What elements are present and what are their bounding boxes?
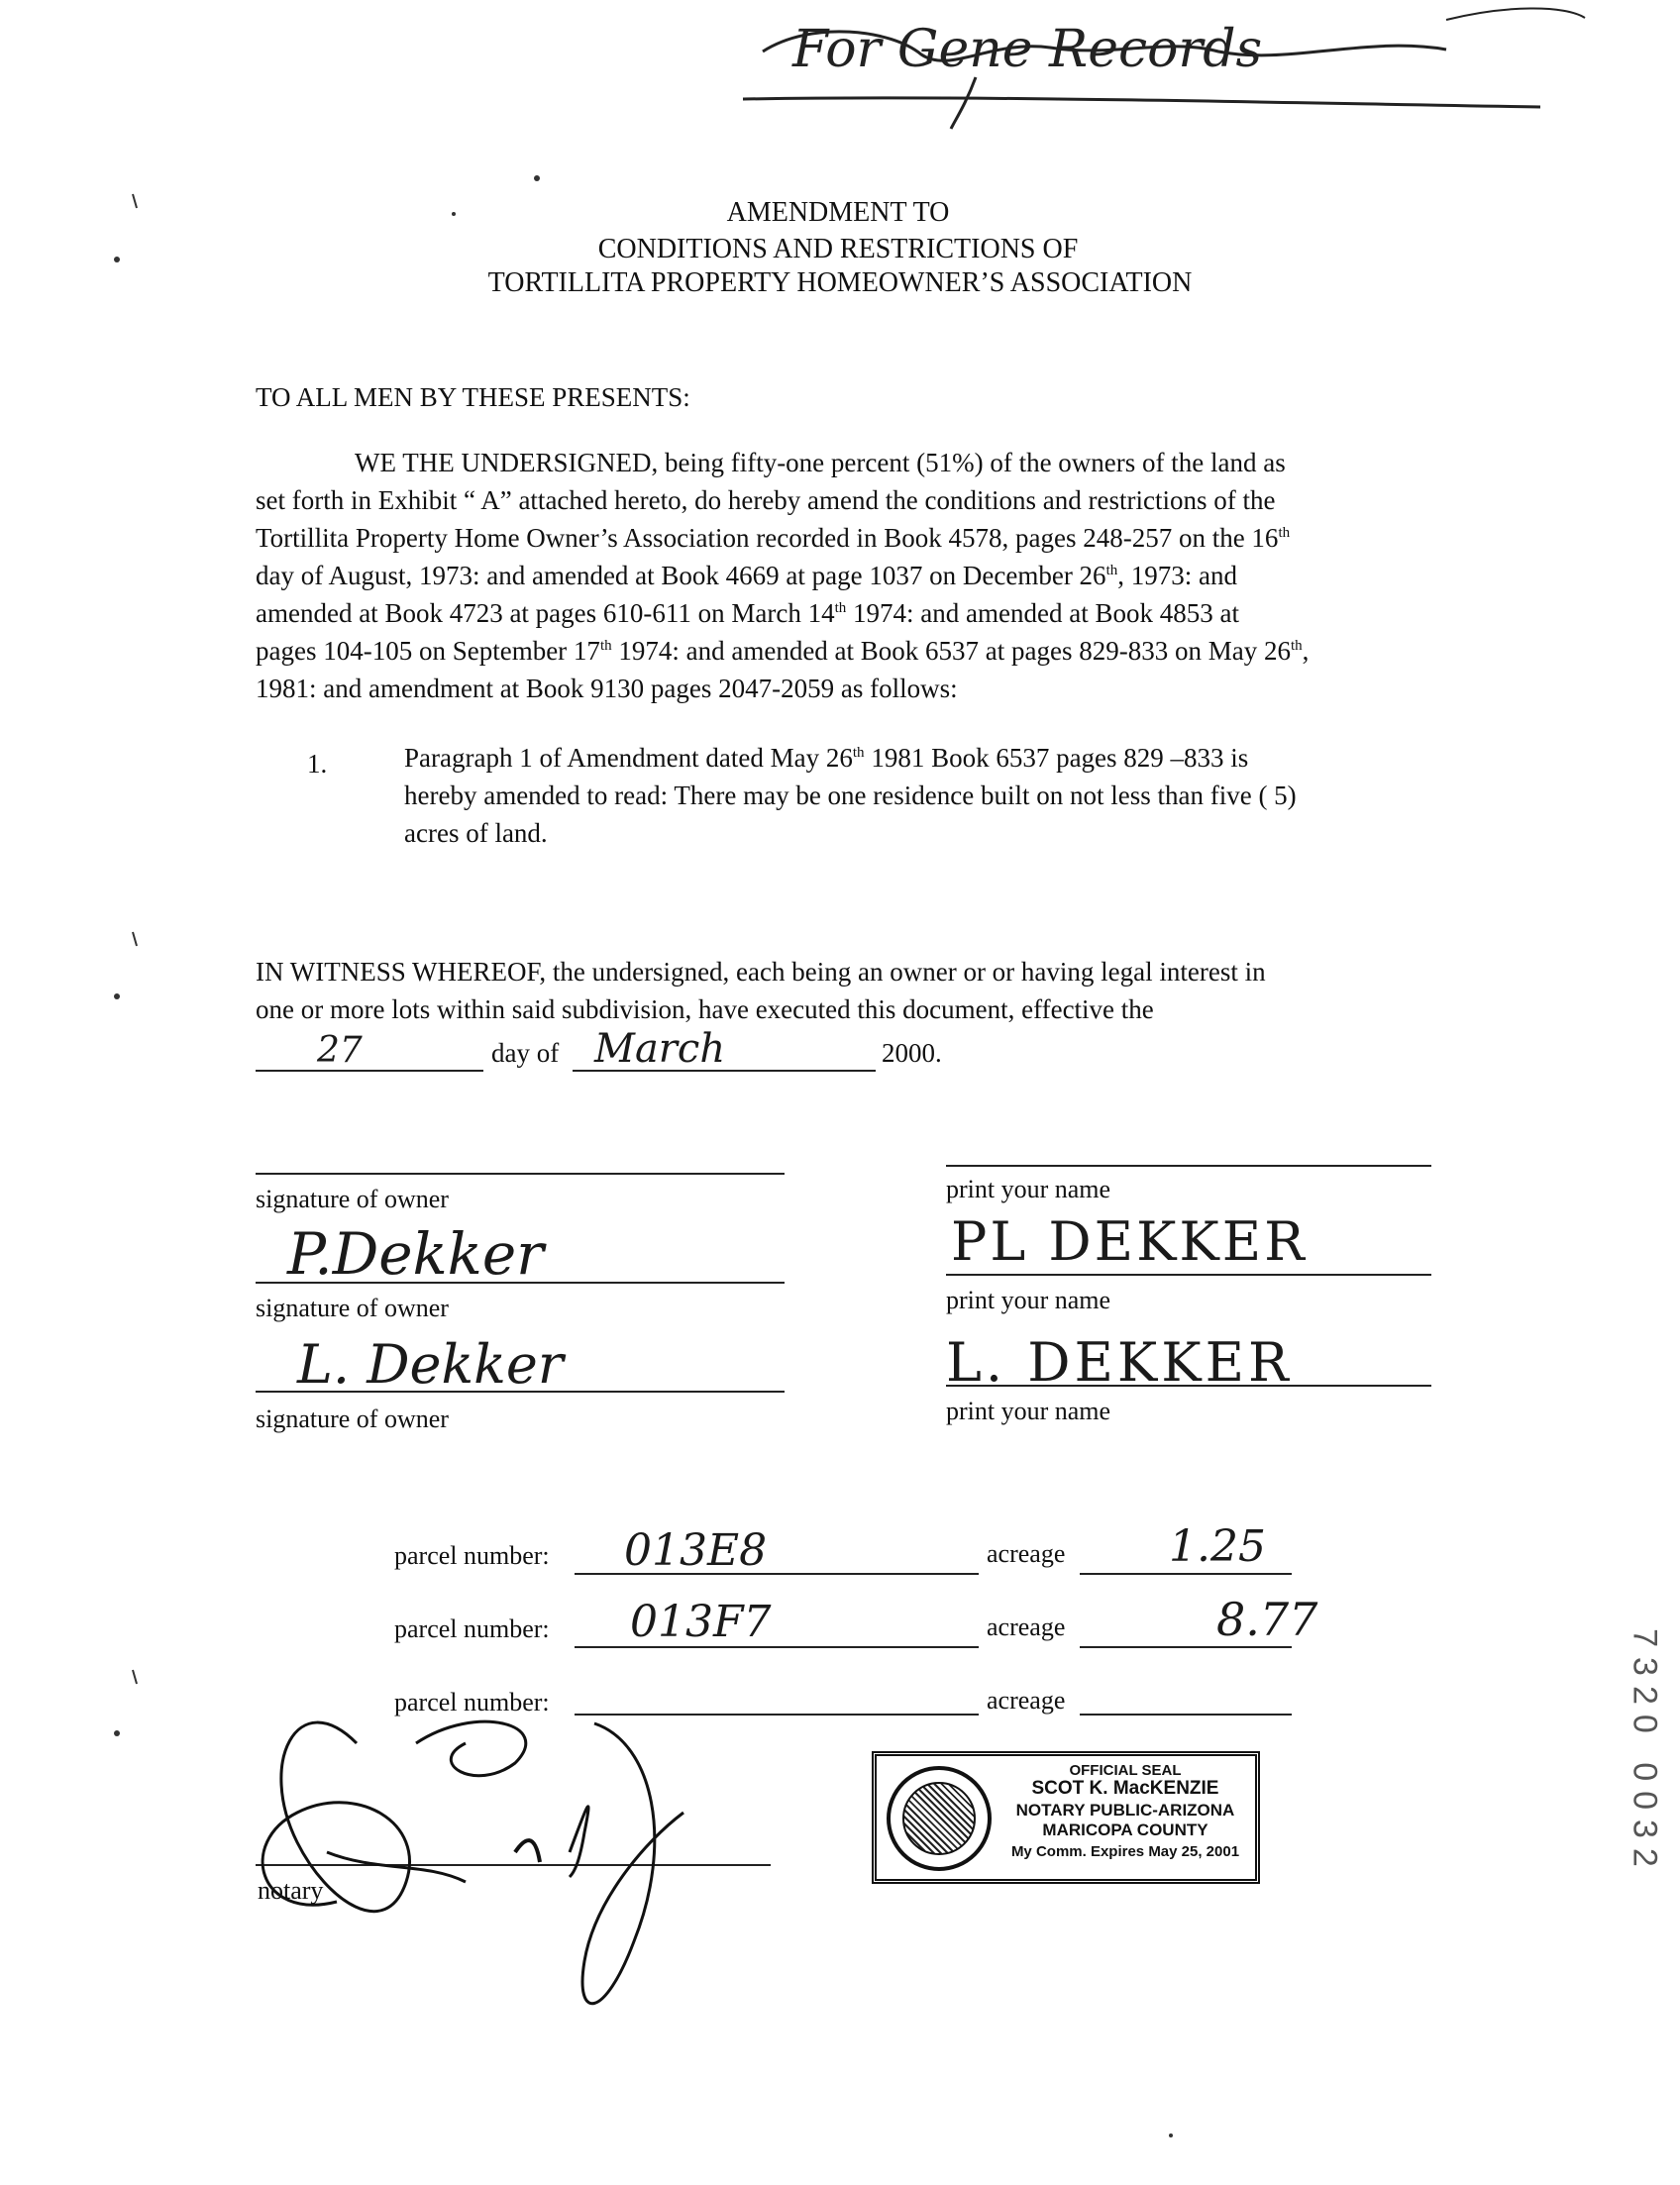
seal-line-5: My Comm. Expires May 25, 2001 [1010,1843,1240,1860]
owner-signature-2: P.Dekker [287,1220,544,1288]
parcel-label-2: parcel number: [394,1614,550,1643]
notary-label: notary [258,1876,324,1905]
parcel-label-3: parcel number: [394,1688,550,1717]
parcel-label-1: parcel number: [394,1541,550,1570]
day-of-label: day of [491,1038,560,1068]
acreage-value-2: 8.77 [1216,1593,1318,1646]
item-1-text: Paragraph 1 of Amendment dated May 26th 1981 Book 6537 pages 829 –833 is hereby amended to read: There may be one residence built on not less than five ( 5) acres of land. [404,743,1297,848]
acreage-label-3: acreage [987,1686,1066,1715]
preamble-lead: WE THE UNDERSIGNED, [355,448,659,477]
header-annotation: For Gene Records [792,20,1263,79]
owner-signature-3: L. Dekker [297,1333,564,1396]
witness-paragraph: IN WITNESS WHEREOF, the undersigned, each being an owner or or having legal interest in one or more lots within said subdivision, have executed this document, effective the [256,957,1266,1024]
seal-line-4: MARICOPA COUNTY [1042,1821,1208,1839]
effective-year: 2000. [882,1038,942,1068]
parcel-number-1: 013E8 [624,1525,768,1576]
title-line-3: TORTILLITA PROPERTY HOMEOWNER’S ASSOCIATION [487,267,1193,298]
seal-line-2: SCOT K. MacKENZIE [1031,1778,1219,1799]
item-1-number: 1. [307,749,328,779]
acreage-label-2: acreage [987,1613,1066,1641]
effective-month-value: March [594,1026,726,1072]
effective-day-value: 27 [317,1030,363,1071]
signature-label-2: signature of owner [256,1294,449,1322]
print-name-label-2: print your name [946,1286,1111,1314]
signature-label-3: signature of owner [256,1405,449,1433]
seal-line-3: NOTARY PUBLIC-ARIZONA [1015,1801,1235,1820]
margin-recording-stamp: 7320 0032 [1626,1628,1664,1877]
print-name-label-3: print your name [946,1397,1111,1425]
witness-lead: IN WITNESS WHEREOF, [256,957,547,987]
title-line-1: AMENDMENT TO [726,197,950,228]
parcel-number-2: 013F7 [630,1597,772,1647]
printed-name-2: PL DEKKER [951,1210,1308,1273]
salutation: TO ALL MEN BY THESE PRESENTS: [256,382,690,412]
signature-label-1: signature of owner [256,1185,449,1213]
preamble-paragraph: WE THE UNDERSIGNED, being fifty-one percent (51%) of the owners of the land as set forth in Exhibit “ A” attached hereto, do hereby amend the conditions and restrictions of the Tortillita Property Home Owner’s Association recorded in Book 4578, pages 248-257 on the 16th day of August, 1973: and amended at Book 4669 at page 1037 on December 26th, 1973: and amended at Book 4723 at pages 610-611 on March 14th 1974: and amended at Book 4853 at pages 104-105 on September 17th 1974: and amended at Book 6537 at pages 829-833 on May 26th, 1981: and amendment at Book 9130 pages 2047-2059 as follows: [256,448,1310,703]
title-line-2: CONDITIONS AND RESTRICTIONS OF [597,234,1079,264]
acreage-value-1: 1.25 [1169,1521,1266,1572]
seal-line-1: OFFICIAL SEAL [1069,1762,1182,1779]
acreage-label-1: acreage [987,1539,1066,1568]
print-name-label-1: print your name [946,1175,1111,1203]
printed-name-3: L. DEKKER [946,1331,1293,1394]
